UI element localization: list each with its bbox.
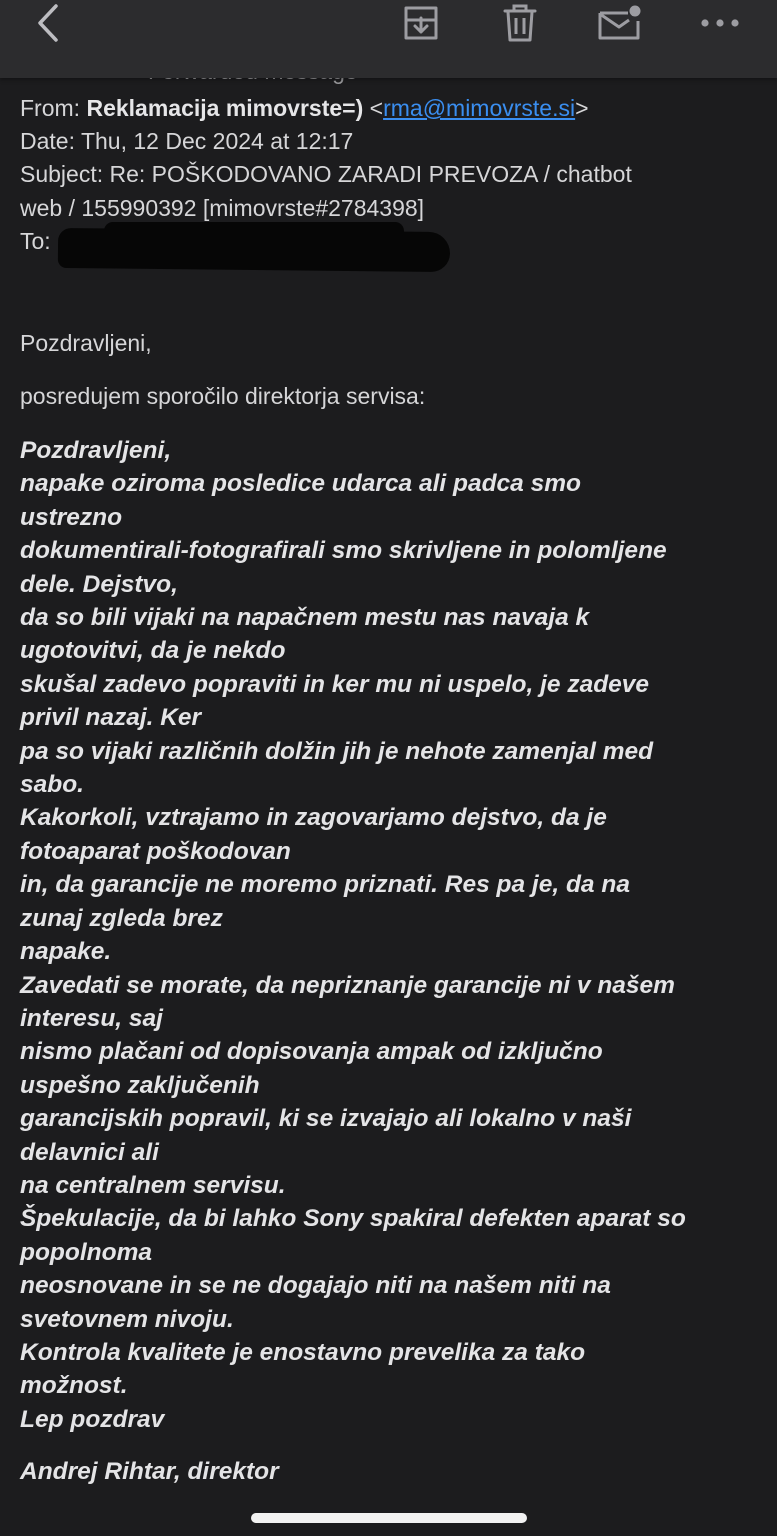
quoted-line: pa so vijaki različnih dolžin jih je nehote zamenjal med (20, 737, 654, 765)
back-button[interactable] (26, 0, 70, 46)
subject-value-2: web / 155990392 [mimovrste#2784398] (20, 195, 425, 221)
quoted-line: nismo plačani od dopisovanja ampak od izključno (20, 1038, 603, 1066)
subject-value-1: Re: POŠKODOVANO ZARADI PREVOZA / chatbot (109, 161, 632, 187)
to-label: To: (20, 228, 51, 254)
greeting: Pozdravljeni, (20, 330, 152, 356)
quoted-line: in, da garancije ne moremo priznati. Res pa je, da na (20, 871, 630, 899)
archive-icon (401, 4, 441, 42)
quoted-line: Pozdravljeni, (20, 437, 172, 464)
more-button[interactable] (696, 0, 744, 46)
quoted-line: napake oziroma posledice udarca ali padca smo (20, 470, 581, 498)
quoted-line: dele. Dejstvo, (20, 570, 178, 598)
quoted-line: sabo. (20, 771, 84, 799)
archive-button[interactable] (398, 0, 444, 46)
quoted-line: Kontrola kvalitete je enostavno prevelika za tako (20, 1338, 586, 1366)
quoted-line: da so bili vijaki na napačnem mestu nas navaja k (20, 604, 590, 632)
subject-line (20, 158, 632, 191)
quoted-line: fotoaparat poškodovan (20, 837, 291, 865)
quoted-line: popolnoma (20, 1238, 153, 1266)
quoted-line: garancijskih popravil, ki se izvajajo ali lokalno v naši (20, 1105, 632, 1133)
redaction-mark (58, 228, 450, 272)
quoted-line: ugotovitvi, da je nekdo (20, 637, 286, 665)
quoted-line: uspešno zaključenih (20, 1071, 260, 1099)
from-line: From: Reklamacija mimovrste=) <rma@mimovrste.si> (20, 95, 589, 121)
quoted-line: delavnici ali (20, 1138, 159, 1166)
quoted-line: Kakorkoli, vztrajamo in zagovarjamo dejstvo, da je (20, 804, 607, 832)
quoted-line: napake. (20, 938, 112, 966)
subject-label: Subject: (20, 161, 104, 187)
mail-unread-icon (597, 4, 643, 42)
delete-button[interactable] (498, 0, 542, 46)
more-icon (700, 18, 740, 28)
mark-unread-button[interactable] (594, 0, 646, 46)
signature: Andrej Rihtar, direktor (20, 1458, 279, 1485)
quoted-line: ustrezno (20, 503, 123, 531)
date-value: Thu, 12 Dec 2024 at 12:17 (80, 128, 354, 154)
quoted-line: skušal zadevo popraviti in ker mu ni uspelo, je zadeve (20, 670, 650, 698)
quoted-line: Lep pozdrav (20, 1405, 165, 1433)
quoted-line: neosnovane in se ne dogajajo niti na našem niti na (20, 1272, 611, 1300)
quoted-message (20, 434, 765, 1436)
quoted-line: privil nazaj. Ker (20, 704, 202, 732)
quoted-line: na centralnem servisu. (20, 1171, 286, 1199)
chevron-left-icon (34, 3, 62, 43)
date-label: Date: (20, 128, 75, 154)
quoted-line: interesu, saj (20, 1004, 163, 1032)
from-label: From: (20, 95, 81, 121)
quoted-line: Špekulacije, da bi lahko Sony spakiral defekten aparat so (20, 1205, 686, 1233)
trash-icon (502, 3, 538, 43)
quoted-line: dokumentirali-fotografirali smo skrivljene in polomljene (20, 537, 667, 565)
quoted-line: zunaj zgleda brez (20, 904, 223, 932)
sender-name: Reklamacija mimovrste=) (86, 95, 364, 121)
home-indicator (251, 1513, 527, 1523)
quoted-line: svetovnem nivoju. (20, 1305, 234, 1333)
date-line (20, 125, 353, 158)
quoted-line: Zavedati se morate, da nepriznanje garancije ni v našem (20, 971, 675, 999)
sender-email-link[interactable]: rma@mimovrste.si (383, 95, 576, 121)
intro-text: posredujem sporočilo direktorja servisa: (20, 383, 426, 409)
email-toolbar (0, 0, 777, 78)
quoted-line: možnost. (20, 1372, 128, 1400)
